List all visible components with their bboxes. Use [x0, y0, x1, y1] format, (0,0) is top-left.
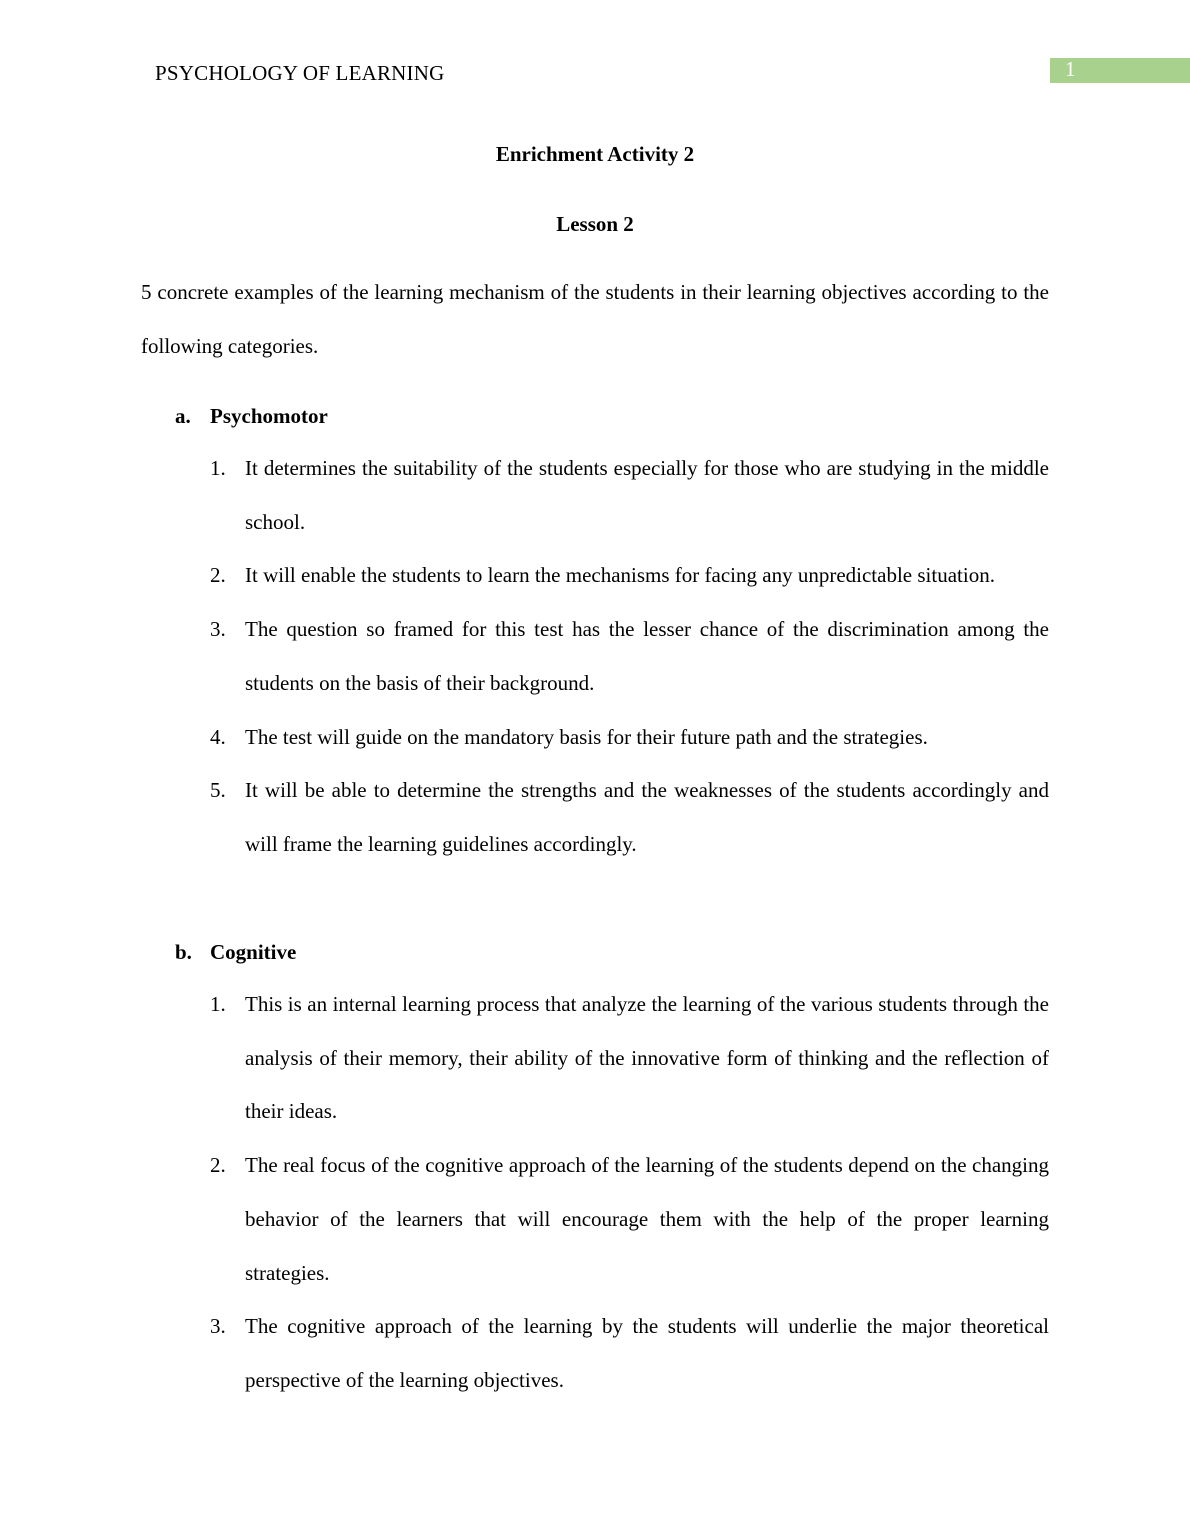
- cognitive-list: [210, 978, 1049, 1408]
- item-number: 2.: [210, 1153, 226, 1178]
- page-number: 1: [1065, 57, 1076, 81]
- list-item: [210, 711, 1049, 765]
- item-text: The test will guide on the mandatory basis for their future path and the strategies.: [245, 724, 928, 749]
- list-item: [210, 1300, 1049, 1407]
- item-text: The cognitive approach of the learning by the students will underlie the major theoretical perspective of the learning objectives.: [245, 1314, 1049, 1392]
- psychomotor-list: [210, 442, 1049, 872]
- section-heading-cognitive: [175, 937, 296, 967]
- section-marker: a.: [175, 404, 191, 428]
- section-title: Cognitive: [210, 940, 297, 964]
- item-text: This is an internal learning process that analyze the learning of the various students through the analysis of their memory, their ability of the innovative form of thinking and the reflection of their ideas.: [245, 992, 1049, 1124]
- item-text: The question so framed for this test has the lesser chance of the discrimination among the students on the basis of their background.: [245, 617, 1049, 695]
- section-marker: b.: [175, 940, 192, 964]
- list-item: [210, 442, 1049, 549]
- intro-paragraph: 5 concrete examples of the learning mechanism of the students in their learning objectives according to the following categories.: [141, 280, 1049, 358]
- item-text: The real focus of the cognitive approach of the learning of the students depend on the changing behavior of the learners that will encourage them with the help of the proper learning strategies.: [245, 1153, 1049, 1285]
- list-item: [210, 1139, 1049, 1300]
- item-number: 1.: [210, 992, 226, 1016]
- item-number: 1.: [210, 456, 226, 480]
- item-number: 5.: [210, 778, 226, 803]
- item-number: 4.: [210, 724, 226, 749]
- section-heading-psychomotor: [175, 401, 328, 431]
- list-item: [210, 549, 1049, 603]
- list-item: [210, 978, 1049, 1139]
- page-number-box: [1050, 58, 1190, 83]
- item-text: It will enable the students to learn the mechanisms for facing any unpredictable situation.: [245, 563, 995, 588]
- document-title: Enrichment Activity 2: [495, 142, 695, 166]
- item-number: 2.: [210, 563, 226, 588]
- item-text: It will be able to determine the strengths and the weaknesses of the students accordingly and will frame the learning guidelines accordingly.: [245, 778, 1049, 856]
- item-number: 3.: [210, 617, 226, 642]
- document-subtitle: Lesson 2: [556, 212, 634, 236]
- section-title: Psychomotor: [210, 404, 328, 428]
- running-head: PSYCHOLOGY OF LEARNING: [155, 61, 445, 85]
- list-item: [210, 764, 1049, 871]
- item-number: 3.: [210, 1314, 226, 1339]
- item-text: It determines the suitability of the students especially for those who are studying in the middle school.: [245, 456, 1049, 534]
- list-item: [210, 603, 1049, 710]
